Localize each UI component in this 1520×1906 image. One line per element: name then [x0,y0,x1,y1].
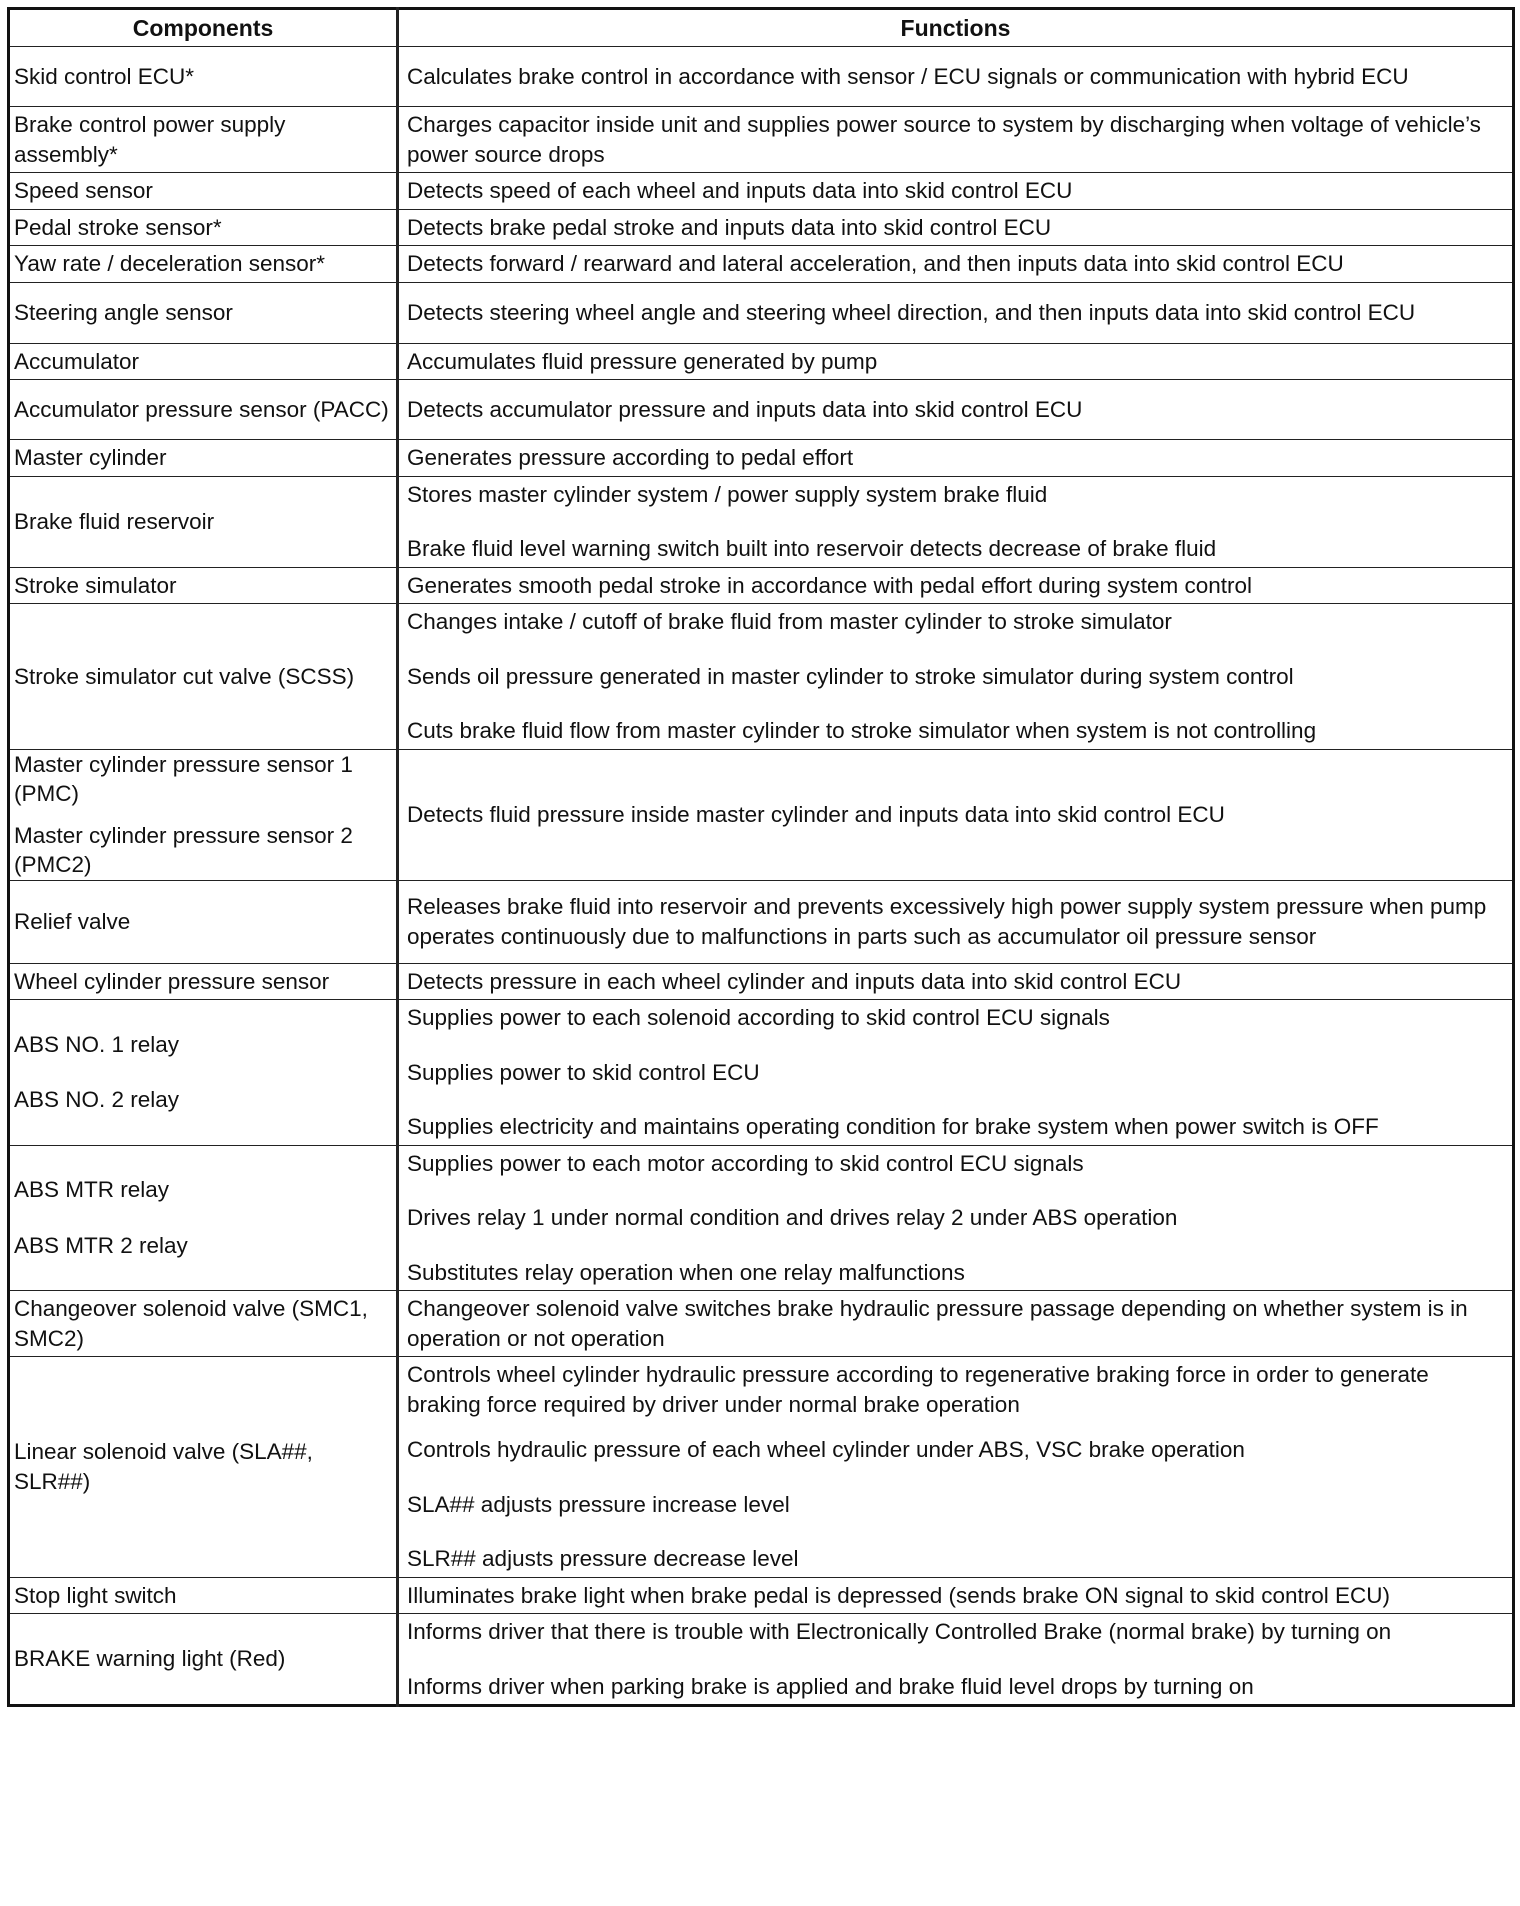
component-cell [9,173,398,210]
header-row [9,9,1514,47]
table-row [9,1145,1514,1291]
component-name: Stop light switch [14,1582,177,1608]
table-row [9,107,1514,173]
function-description: Substitutes relay operation when one relay malfunctions [407,1259,965,1285]
table-row [9,246,1514,283]
component-cell [9,1577,398,1614]
component-cell [9,1145,398,1291]
component-name: Stroke simulator cut valve (SCSS) [14,663,355,689]
component-name: Steering angle sensor [14,299,233,325]
component-name: Stroke simulator [14,572,177,598]
table-row [9,380,1514,440]
component-cell [9,440,398,477]
function-description: Detects accumulator pressure and inputs data into skid control ECU [407,396,1083,422]
function-description: Cuts brake fluid flow from master cylinder to stroke simulator when system is not controlling [407,718,1317,743]
function-description: Supplies electricity and maintains operating condition for brake system when power switch is OFF [407,1114,1379,1139]
function-description: Informs driver that there is trouble with Electronically Controlled Brake (normal brake) by turning on [407,1619,1392,1644]
function-description: Generates pressure according to pedal effort [407,445,854,470]
function-cell [398,749,1514,880]
function-description: Changes intake / cutoff of brake fluid from master cylinder to stroke simulator [407,609,1172,634]
component-cell [9,476,398,567]
function-cell [398,440,1514,477]
function-description: Detects fluid pressure inside master cylinder and inputs data into skid control ECU [407,801,1225,827]
component-cell [9,749,398,880]
component-name: Linear solenoid valve (SLA##, SLR##) [14,1439,313,1494]
table-row [9,749,1514,880]
component-name: Accumulator pressure sensor (PACC) [14,396,389,422]
table-row [9,880,1514,963]
table-row [9,1291,1514,1357]
table-row [9,209,1514,246]
function-description: Supplies power to each solenoid according to skid control ECU signals [407,1005,1110,1030]
function-description: Informs driver when parking brake is applied and brake fluid level drops by turning on [407,1673,1254,1699]
function-cell [398,880,1514,963]
function-cell [398,604,1514,750]
function-cell [398,1291,1514,1357]
function-cell [398,1145,1514,1291]
function-description: Illuminates brake light when brake pedal is depressed (sends brake ON signal to skid control ECU) [407,1582,1390,1608]
component-cell [9,880,398,963]
component-name: ABS MTR 2 relay [14,1232,188,1258]
component-name: ABS MTR relay [14,1177,170,1203]
components-functions-table [7,7,1515,1707]
function-description: Drives relay 1 under normal condition and drives relay 2 under ABS operation [407,1205,1178,1230]
component-name: Yaw rate / deceleration sensor* [14,251,326,276]
table-row [9,476,1514,567]
component-name: Brake fluid reservoir [14,508,215,534]
table-row [9,1357,1514,1578]
function-description: Detects forward / rearward and lateral acceleration, and then inputs data into skid control ECU [407,251,1344,276]
function-description: SLA## adjusts pressure increase level [407,1491,790,1517]
table-row [9,173,1514,210]
function-cell [398,567,1514,604]
table-body [9,47,1514,1706]
component-name: Speed sensor [14,178,153,203]
function-description: Detects speed of each wheel and inputs data into skid control ECU [407,178,1073,203]
component-cell [9,1357,398,1578]
components-column-header: Components [9,9,398,47]
function-cell [398,1577,1514,1614]
function-description: Stores master cylinder system / power supply system brake fluid [407,481,1048,507]
component-name: Relief valve [14,908,131,934]
component-name: Pedal stroke sensor* [14,214,222,240]
table-row [9,567,1514,604]
table-row [9,963,1514,1000]
component-cell [9,47,398,107]
function-description: SLR## adjusts pressure decrease level [407,1546,799,1571]
component-cell [9,604,398,750]
function-cell [398,209,1514,246]
component-name: Changeover solenoid valve (SMC1, SMC2) [14,1296,368,1351]
function-cell [398,173,1514,210]
function-description: Sends oil pressure generated in master cylinder to stroke simulator during system control [407,663,1294,689]
component-name: ABS NO. 2 relay [14,1087,180,1113]
table-row [9,1614,1514,1706]
component-name: Skid control ECU* [14,63,195,89]
component-cell [9,567,398,604]
function-cell [398,963,1514,1000]
function-cell [398,282,1514,343]
function-description: Charges capacitor inside unit and supplies power source to system by discharging when voltage of vehicle’s power source drops [407,112,1481,167]
table-row [9,440,1514,477]
function-description: Controls hydraulic pressure of each wheel cylinder under ABS, VSC brake operation [407,1437,1245,1462]
component-cell [9,1614,398,1706]
component-name: Brake control power supply assembly* [14,112,286,167]
function-description: Releases brake fluid into reservoir and prevents excessively high power supply system pressure when pump operates continuously due to malfunctions in parts such as accumulator oil pressure sensor [407,894,1487,949]
component-cell [9,282,398,343]
functions-column-header: Functions [398,9,1514,47]
component-name: Master cylinder pressure sensor 1 (PMC) [14,751,353,806]
function-description: Changeover solenoid valve switches brake hydraulic pressure passage depending on whether system is in operation or not operation [407,1296,1468,1351]
table-row [9,1577,1514,1614]
function-description: Detects pressure in each wheel cylinder and inputs data into skid control ECU [407,968,1182,994]
component-cell [9,246,398,283]
component-cell [9,343,398,380]
function-description: Accumulates fluid pressure generated by pump [407,348,878,374]
component-cell [9,1291,398,1357]
component-name: Master cylinder pressure sensor 2 (PMC2) [14,822,353,877]
table-row [9,1000,1514,1146]
table-header [9,9,1514,47]
function-cell [398,1000,1514,1146]
table-row [9,343,1514,380]
function-cell [398,343,1514,380]
function-cell [398,476,1514,567]
component-name: Master cylinder [14,445,167,470]
component-name: Wheel cylinder pressure sensor [14,968,330,994]
function-description: Supplies power to each motor according to skid control ECU signals [407,1150,1084,1176]
function-description: Detects brake pedal stroke and inputs data into skid control ECU [407,214,1052,240]
function-cell [398,246,1514,283]
function-cell [398,1357,1514,1578]
function-cell [398,1614,1514,1706]
function-description: Calculates brake control in accordance with sensor / ECU signals or communication with hybrid ECU [407,63,1409,89]
component-name: ABS NO. 1 relay [14,1031,180,1057]
function-cell [398,107,1514,173]
component-cell [9,963,398,1000]
component-name: BRAKE warning light (Red) [14,1646,286,1672]
table-row [9,282,1514,343]
function-description: Brake fluid level warning switch built into reservoir detects decrease of brake fluid [407,536,1217,561]
table-row [9,47,1514,107]
function-cell [398,380,1514,440]
component-cell [9,209,398,246]
table-row [9,604,1514,750]
component-name: Accumulator [14,348,140,374]
function-description: Generates smooth pedal stroke in accordance with pedal effort during system control [407,572,1253,598]
component-cell [9,380,398,440]
function-cell [398,47,1514,107]
function-description: Detects steering wheel angle and steering wheel direction, and then inputs data into skid control ECU [407,299,1416,325]
function-description: Controls wheel cylinder hydraulic pressure according to regenerative braking force in order to generate braking force required by driver under normal brake operation [407,1362,1429,1417]
function-description: Supplies power to skid control ECU [407,1059,760,1085]
component-cell [9,107,398,173]
component-cell [9,1000,398,1146]
